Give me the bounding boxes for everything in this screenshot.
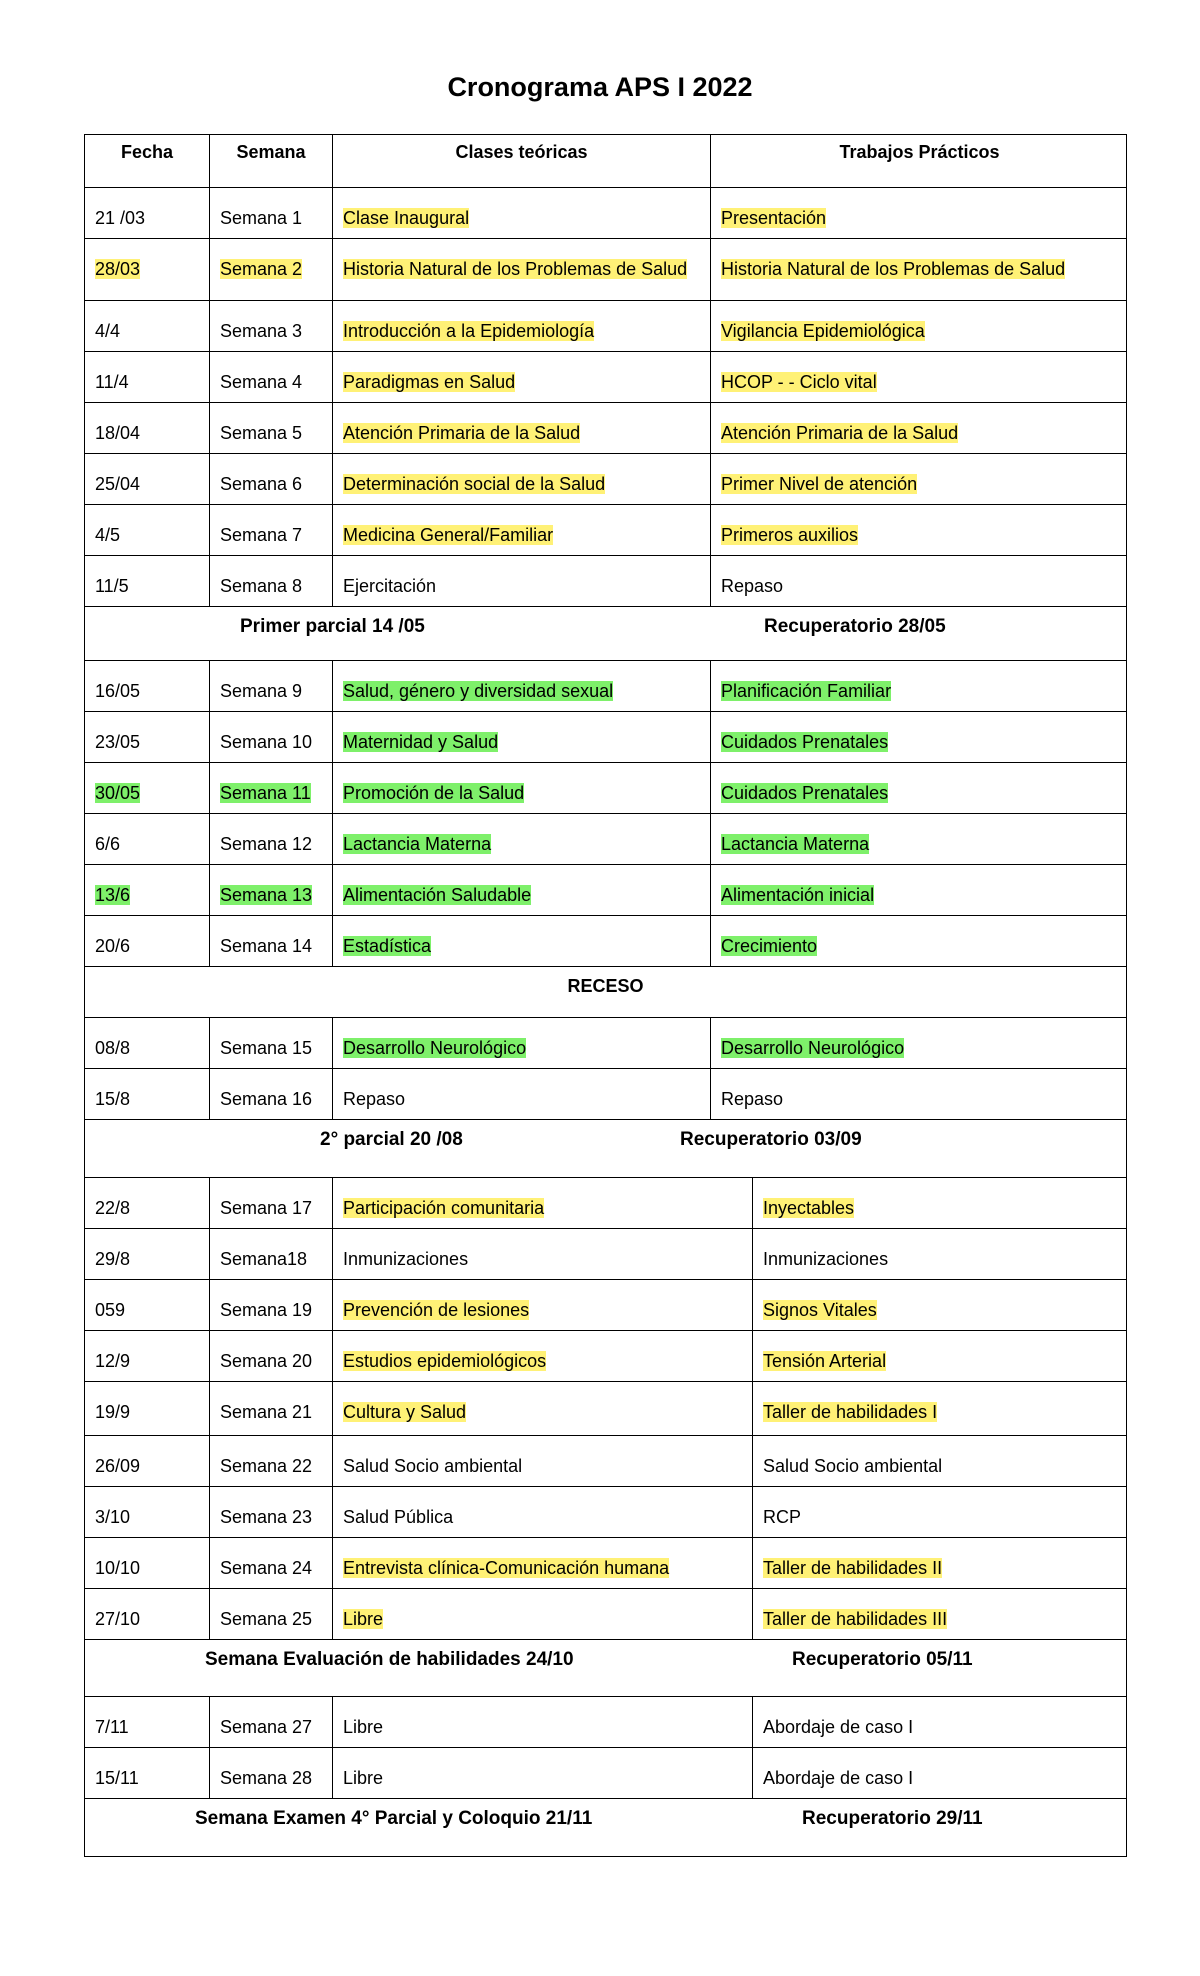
fecha-cell [85,1280,209,1330]
trabajo-practico-text: Lactancia Materna [721,834,870,854]
clase-teorica-cell [332,916,710,966]
trabajo-practico-text: Repaso [721,1089,784,1109]
clase-teorica-cell [332,1538,752,1588]
trabajo-practico-text: Cuidados Prenatales [721,732,889,752]
clase-teorica-text: Entrevista clínica-Comunicación humana [343,1558,670,1578]
semana-cell [209,1697,332,1747]
fecha-text: 21 /03 [95,208,146,228]
clase-teorica-text: Alimentación Saludable [343,885,532,905]
clase-teorica-text: Salud, género y diversidad sexual [343,681,614,701]
table-row [84,352,1127,403]
clase-teorica-cell [332,188,710,238]
fecha-text: 13/6 [95,885,131,905]
table-row [84,1331,1127,1382]
table-row [84,301,1127,352]
trabajo-practico-text: Abordaje de caso I [763,1768,914,1788]
semana-cell [209,352,332,402]
semana-cell [209,454,332,504]
table-row [84,454,1127,505]
clase-teorica-cell [332,814,710,864]
semana-cell [209,814,332,864]
clase-teorica-text: Paradigmas en Salud [343,372,516,392]
clase-teorica-text: Introducción a la Epidemiología [343,321,595,341]
fecha-cell [85,1589,209,1639]
banner-1-right: Recuperatorio 28/05 [764,616,946,637]
fecha-cell [85,1069,209,1119]
fecha-text: 26/09 [95,1456,141,1476]
schedule-table [84,134,1127,1857]
trabajo-practico-cell [710,814,1128,864]
trabajo-practico-text: Cuidados Prenatales [721,783,889,803]
fecha-text: 16/05 [95,681,141,701]
header-semana: Semana [209,135,332,187]
fecha-text: 23/05 [95,732,141,752]
clase-teorica-cell [332,301,710,351]
fecha-cell [85,814,209,864]
semana-cell [209,1229,332,1279]
fecha-cell [85,865,209,915]
table-row [84,1436,1127,1487]
fecha-text: 10/10 [95,1558,141,1578]
trabajo-practico-cell [710,301,1128,351]
clase-teorica-cell [332,1069,710,1119]
semana-cell [209,1018,332,1068]
clase-teorica-cell [332,1697,752,1747]
fecha-text: 22/8 [95,1198,131,1218]
semana-text: Semana 20 [220,1351,313,1371]
clase-teorica-cell [332,1748,752,1798]
clase-teorica-cell [332,403,710,453]
semana-cell [209,916,332,966]
semana-text: Semana 25 [220,1609,313,1629]
semana-text: Semana 23 [220,1507,313,1527]
trabajo-practico-text: Primer Nivel de atención [721,474,918,494]
trabajo-practico-cell [710,454,1128,504]
clase-teorica-text: Lactancia Materna [343,834,492,854]
clase-teorica-text: Cultura y Salud [343,1402,467,1422]
table-row [84,188,1127,239]
table-row [84,403,1127,454]
trabajo-practico-text: RCP [763,1507,802,1527]
clase-teorica-cell [332,454,710,504]
semana-cell [209,865,332,915]
trabajo-practico-cell [752,1589,1128,1639]
table-row [84,1538,1127,1589]
fecha-text: 27/10 [95,1609,141,1629]
table-row [84,1697,1127,1748]
clase-teorica-cell [332,1280,752,1330]
banner-cuarto-parcial [84,1799,1127,1857]
semana-cell [209,403,332,453]
clase-teorica-cell [332,505,710,555]
clase-teorica-cell [332,1487,752,1537]
fecha-cell [85,301,209,351]
table-row [84,1589,1127,1640]
block-3 [84,1018,1127,1120]
semana-cell [209,1069,332,1119]
table-row [84,763,1127,814]
semana-text: Semana 22 [220,1456,313,1476]
semana-cell [209,1436,332,1486]
semana-cell [209,1331,332,1381]
banner-primer-parcial [84,607,1127,661]
fecha-text: 4/4 [95,321,121,341]
fecha-text: 6/6 [95,834,121,854]
fecha-cell [85,661,209,711]
semana-text: Semana 28 [220,1768,313,1788]
table-row [84,814,1127,865]
table-row [84,712,1127,763]
trabajo-practico-text: Primeros auxilios [721,525,859,545]
table-row [84,1382,1127,1436]
banner-evaluacion-habilidades [84,1640,1127,1697]
fecha-cell [85,352,209,402]
trabajo-practico-cell [710,763,1128,813]
semana-text: Semana 13 [220,885,313,905]
fecha-text: 3/10 [95,1507,131,1527]
page-title: Cronograma APS I 2022 [447,72,753,102]
banner-receso [84,967,1127,1018]
semana-cell [209,763,332,813]
block-1 [84,188,1127,607]
banner-segundo-parcial [84,1120,1127,1178]
clase-teorica-text: Prevención de lesiones [343,1300,530,1320]
semana-text: Semana 12 [220,834,313,854]
fecha-text: 4/5 [95,525,121,545]
clase-teorica-text: Clase Inaugural [343,208,470,228]
semana-cell [209,1487,332,1537]
header-fecha: Fecha [120,142,174,162]
clase-teorica-cell [332,1436,752,1486]
semana-text: Semana 6 [220,474,303,494]
table-header-row [84,134,1127,188]
fecha-text: 059 [95,1300,126,1320]
semana-text: Semana 9 [220,681,303,701]
block-5 [84,1697,1127,1799]
fecha-cell [85,1382,209,1435]
fecha-cell [85,556,209,606]
semana-text: Semana 15 [220,1038,313,1058]
banner-4-right: Recuperatorio 29/11 [802,1808,983,1829]
fecha-cell [85,763,209,813]
semana-cell [209,188,332,238]
table-row [84,916,1127,967]
clase-teorica-text: Desarrollo Neurológico [343,1038,527,1058]
table-row [84,556,1127,607]
clase-teorica-cell [332,239,710,300]
clase-teorica-text: Promoción de la Salud [343,783,525,803]
table-row [84,661,1127,712]
fecha-cell [85,239,209,300]
clase-teorica-cell [332,1331,752,1381]
trabajo-practico-text: Abordaje de caso I [763,1717,914,1737]
semana-text: Semana 24 [220,1558,313,1578]
clase-teorica-text: Salud Pública [343,1507,454,1527]
fecha-cell [85,1538,209,1588]
clase-teorica-cell [332,1178,752,1228]
trabajo-practico-text: Planificación Familiar [721,681,892,701]
trabajo-practico-text: Repaso [721,576,784,596]
trabajo-practico-cell [752,1331,1128,1381]
table-row [84,1069,1127,1120]
semana-text: Semana 8 [220,576,303,596]
trabajo-practico-cell [710,865,1128,915]
fecha-cell [85,403,209,453]
semana-cell [209,556,332,606]
clase-teorica-cell [332,865,710,915]
clase-teorica-text: Estadística [343,936,432,956]
fecha-cell [85,188,209,238]
fecha-cell [85,505,209,555]
trabajo-practico-cell [752,1538,1128,1588]
semana-text: Semana 3 [220,321,303,341]
trabajo-practico-text: Historia Natural de los Problemas de Salud [721,259,1066,279]
trabajo-practico-cell [710,352,1128,402]
trabajo-practico-text: Taller de habilidades I [763,1402,938,1422]
fecha-cell [85,1018,209,1068]
semana-text: Semana 27 [220,1717,313,1737]
clase-teorica-cell [332,763,710,813]
fecha-text: 20/6 [95,936,131,956]
fecha-cell [85,1178,209,1228]
clase-teorica-cell [332,556,710,606]
trabajo-practico-cell [710,403,1128,453]
trabajo-practico-cell [752,1748,1128,1798]
trabajo-practico-text: HCOP - - Ciclo vital [721,372,877,392]
semana-text: Semana 19 [220,1300,313,1320]
trabajo-practico-cell [710,712,1128,762]
clase-teorica-text: Ejercitación [343,576,437,596]
trabajo-practico-text: Taller de habilidades III [763,1609,948,1629]
clase-teorica-text: Medicina General/Familiar [343,525,554,545]
header-trabajos-practicos: Trabajos Prácticos [710,135,1128,187]
semana-cell [209,301,332,351]
table-row [84,239,1127,301]
fecha-text: 12/9 [95,1351,131,1371]
semana-cell [209,1538,332,1588]
clase-teorica-cell [332,1589,752,1639]
banner-4-left: Semana Examen 4° Parcial y Coloquio 21/11 [195,1808,593,1829]
trabajo-practico-cell [710,239,1128,300]
receso-label: RECESO [567,976,644,996]
semana-text: Semana 11 [220,783,311,803]
fecha-text: 19/9 [95,1402,131,1422]
trabajo-practico-cell [710,916,1128,966]
clase-teorica-cell [332,1382,752,1435]
trabajo-practico-text: Presentación [721,208,827,228]
semana-text: Semana 16 [220,1089,313,1109]
fecha-cell [85,1697,209,1747]
clase-teorica-cell [332,661,710,711]
block-4 [84,1178,1127,1640]
fecha-text: 08/8 [95,1038,131,1058]
trabajo-practico-cell [752,1436,1128,1486]
fecha-text: 25/04 [95,474,141,494]
trabajo-practico-cell [752,1178,1128,1228]
trabajo-practico-cell [710,1018,1128,1068]
fecha-text: 15/11 [95,1768,139,1788]
table-row [84,1748,1127,1799]
trabajo-practico-cell [710,505,1128,555]
semana-text: Semana 10 [220,732,313,752]
semana-cell [209,1280,332,1330]
semana-cell [209,239,332,300]
semana-cell [209,1589,332,1639]
semana-text: Semana 2 [220,259,303,279]
fecha-cell [85,1331,209,1381]
semana-text: Semana 5 [220,423,303,443]
clase-teorica-text: Salud Socio ambiental [343,1456,523,1476]
table-row [84,1018,1127,1069]
banner-1-left: Primer parcial 14 /05 [240,616,425,637]
trabajo-practico-cell [752,1280,1128,1330]
trabajo-practico-text: Vigilancia Epidemiológica [721,321,925,341]
trabajo-practico-text: Taller de habilidades II [763,1558,943,1578]
clase-teorica-cell [332,1229,752,1279]
fecha-text: 11/4 [95,372,129,392]
trabajo-practico-cell [710,556,1128,606]
semana-text: Semana 21 [220,1402,313,1422]
fecha-text: 11/5 [95,576,129,596]
clase-teorica-text: Maternidad y Salud [343,732,499,752]
fecha-cell [85,916,209,966]
fecha-text: 30/05 [95,783,141,803]
trabajo-practico-text: Salud Socio ambiental [763,1456,943,1476]
trabajo-practico-cell [710,661,1128,711]
trabajo-practico-cell [710,188,1128,238]
clase-teorica-text: Determinación social de la Salud [343,474,606,494]
semana-text: Semana 17 [220,1198,313,1218]
clase-teorica-cell [332,1018,710,1068]
fecha-cell [85,1748,209,1798]
semana-cell [209,712,332,762]
fecha-cell [85,454,209,504]
trabajo-practico-text: Atención Primaria de la Salud [721,423,959,443]
table-row [84,1280,1127,1331]
semana-text: Semana 14 [220,936,313,956]
clase-teorica-cell [332,352,710,402]
semana-cell [209,505,332,555]
table-row [84,1487,1127,1538]
fecha-cell [85,1487,209,1537]
trabajo-practico-cell [752,1382,1128,1435]
trabajo-practico-text: Tensión Arterial [763,1351,887,1371]
semana-cell [209,661,332,711]
trabajo-practico-cell [752,1697,1128,1747]
semana-cell [209,1748,332,1798]
fecha-cell [85,1436,209,1486]
fecha-text: 18/04 [95,423,141,443]
semana-cell [209,1178,332,1228]
semana-text: Semana 7 [220,525,303,545]
fecha-text: 29/8 [95,1249,131,1269]
clase-teorica-text: Libre [343,1717,384,1737]
trabajo-practico-cell [752,1229,1128,1279]
semana-text: Semana 1 [220,208,303,228]
fecha-text: 15/8 [95,1089,131,1109]
fecha-cell [85,1229,209,1279]
clase-teorica-text: Estudios epidemiológicos [343,1351,547,1371]
trabajo-practico-text: Desarrollo Neurológico [721,1038,905,1058]
fecha-cell [85,712,209,762]
trabajo-practico-text: Alimentación inicial [721,885,875,905]
trabajo-practico-text: Signos Vitales [763,1300,877,1320]
clase-teorica-text: Participación comunitaria [343,1198,545,1218]
trabajo-practico-text: Inyectables [763,1198,855,1218]
semana-text: Semana18 [220,1249,308,1269]
clase-teorica-text: Inmunizaciones [343,1249,469,1269]
semana-cell [209,1382,332,1435]
clase-teorica-text: Atención Primaria de la Salud [343,423,581,443]
banner-2-left: 2° parcial 20 /08 [320,1129,463,1150]
clase-teorica-cell [332,712,710,762]
semana-text: Semana 4 [220,372,303,392]
trabajo-practico-text: Crecimiento [721,936,818,956]
banner-3-right: Recuperatorio 05/11 [792,1649,973,1670]
header-clases-teoricas: Clases teóricas [332,135,710,187]
clase-teorica-text: Repaso [343,1089,406,1109]
trabajo-practico-cell [710,1069,1128,1119]
clase-teorica-text: Libre [343,1768,384,1788]
trabajo-practico-cell [752,1487,1128,1537]
table-row [84,1229,1127,1280]
banner-3-left: Semana Evaluación de habilidades 24/10 [205,1649,574,1670]
trabajo-practico-text: Inmunizaciones [763,1249,889,1269]
block-2 [84,661,1127,967]
clase-teorica-text: Historia Natural de los Problemas de Salud [343,259,688,279]
table-row [84,505,1127,556]
fecha-text: 7/11 [95,1717,129,1737]
table-row [84,1178,1127,1229]
table-row [84,865,1127,916]
banner-2-right: Recuperatorio 03/09 [680,1129,862,1150]
clase-teorica-text: Libre [343,1609,384,1629]
fecha-text: 28/03 [95,259,141,279]
